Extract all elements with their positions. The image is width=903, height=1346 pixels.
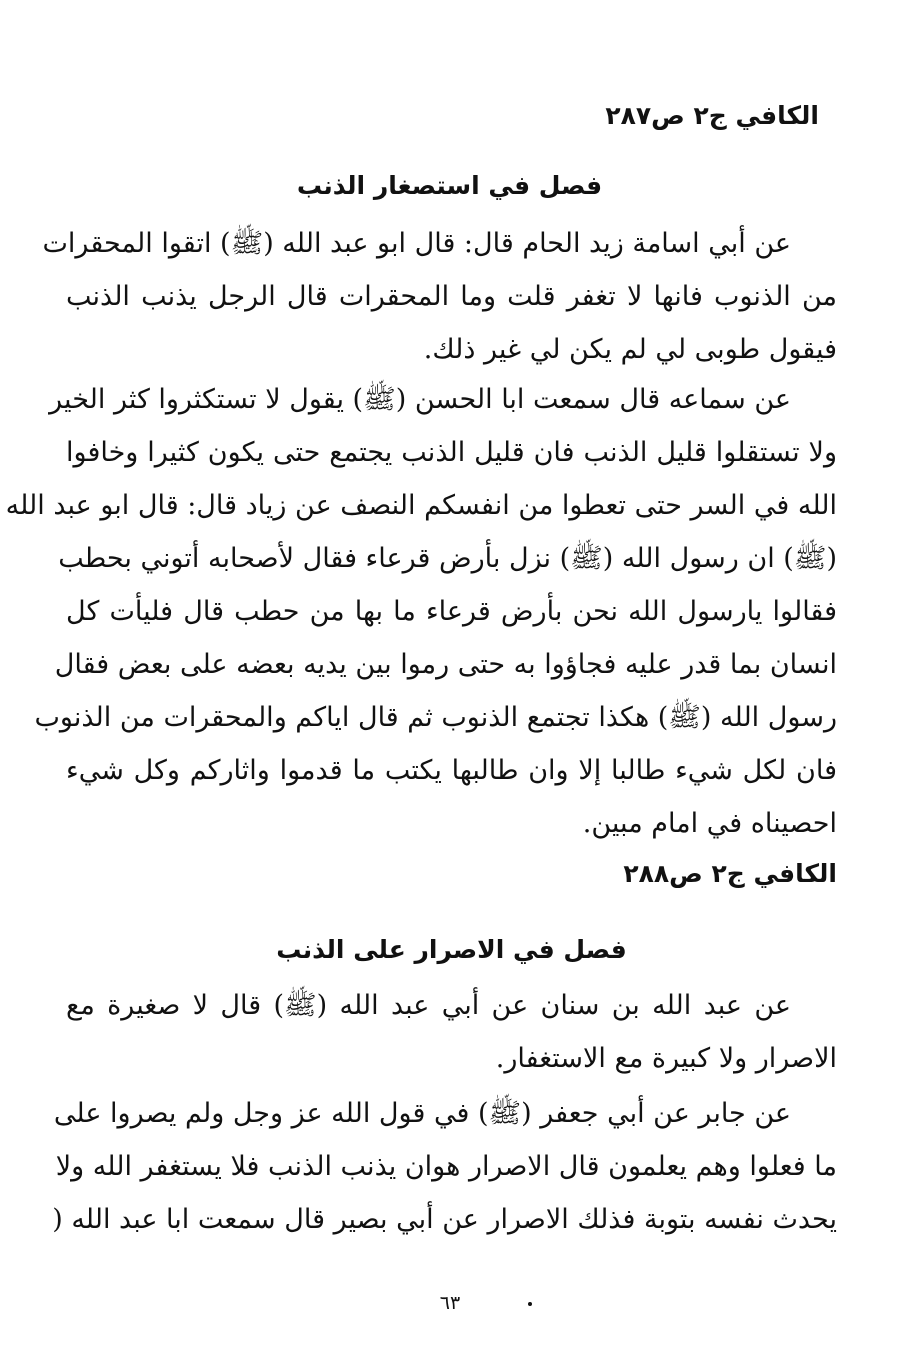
source-reference: الكافي ج٢ ص٢٨٨ [623, 859, 837, 888]
section-title: فصل في الاصرار على الذنب [276, 935, 627, 964]
page-mark [528, 1302, 532, 1306]
text-line: احصيناه في امام مبين. [582, 808, 837, 839]
text-line: عن أبي اسامة زيد الحام قال: قال ابو عبد الله (ﷺ) اتقوا المحقرات [42, 228, 791, 259]
text-line: الاصرار ولا كبيرة مع الاستغفار. [495, 1043, 837, 1074]
text-line: ما فعلوا وهم يعلمون قال الاصرار هوان يذنب الذنب فلا يستغفر الله ولا [55, 1151, 837, 1182]
source-reference: الكافي ج٢ ص٢٨٧ [605, 101, 819, 130]
text-line: عن عبد الله بن سنان عن أبي عبد الله (ﷺ) قال لا صغيرة مع [66, 990, 791, 1021]
text-line: انسان بما قدر عليه فجاؤوا به حتى رموا بين يديه بعضه على بعض فقال [54, 649, 837, 680]
text-line: فيقول طوبى لي لم يكن لي غير ذلك. [423, 334, 837, 365]
text-line: فان لكل شيء طالبا إلا وان طالبها يكتب ما قدموا واثاركم وكل شيء [66, 755, 837, 786]
text-line: رسول الله (ﷺ) هكذا تجتمع الذنوب ثم قال اياكم والمحقرات من الذنوب [34, 702, 837, 733]
section-title: فصل في استصغار الذنب [296, 171, 603, 200]
text-line: عن سماعه قال سمعت ابا الحسن (ﷺ) يقول لا تستكثروا كثر الخير [49, 384, 791, 415]
text-line: ولا تستقلوا قليل الذنب فان قليل الذنب يجتمع حتى يكون كثيرا وخافوا [66, 437, 837, 468]
text-line: الله في السر حتى تعطوا من انفسكم النصف عن زياد قال: قال ابو عبد الله [5, 490, 837, 521]
section-heading [0, 930, 903, 970]
page-number: ٦٣ [439, 1292, 461, 1314]
text-line: فقالوا يارسول الله نحن بأرض قرعاء ما بها من حطب قال فليأت كل [66, 596, 837, 627]
text-line: من الذنوب فانها لا تغفر قلت وما المحقرات قال الرجل يذنب الذنب [66, 281, 837, 312]
text-line: يحدث نفسه بتوبة فذلك الاصرار عن أبي بصير قال سمعت ابا عبد الله ( [52, 1204, 837, 1235]
text-line: (ﷺ) ان رسول الله (ﷺ) نزل بأرض قرعاء فقال لأصحابه أتوني بحطب [58, 543, 837, 574]
text-line: عن جابر عن أبي جعفر (ﷺ) في قول الله عز وجل ولم يصروا على [53, 1098, 791, 1129]
section-heading [0, 166, 903, 206]
